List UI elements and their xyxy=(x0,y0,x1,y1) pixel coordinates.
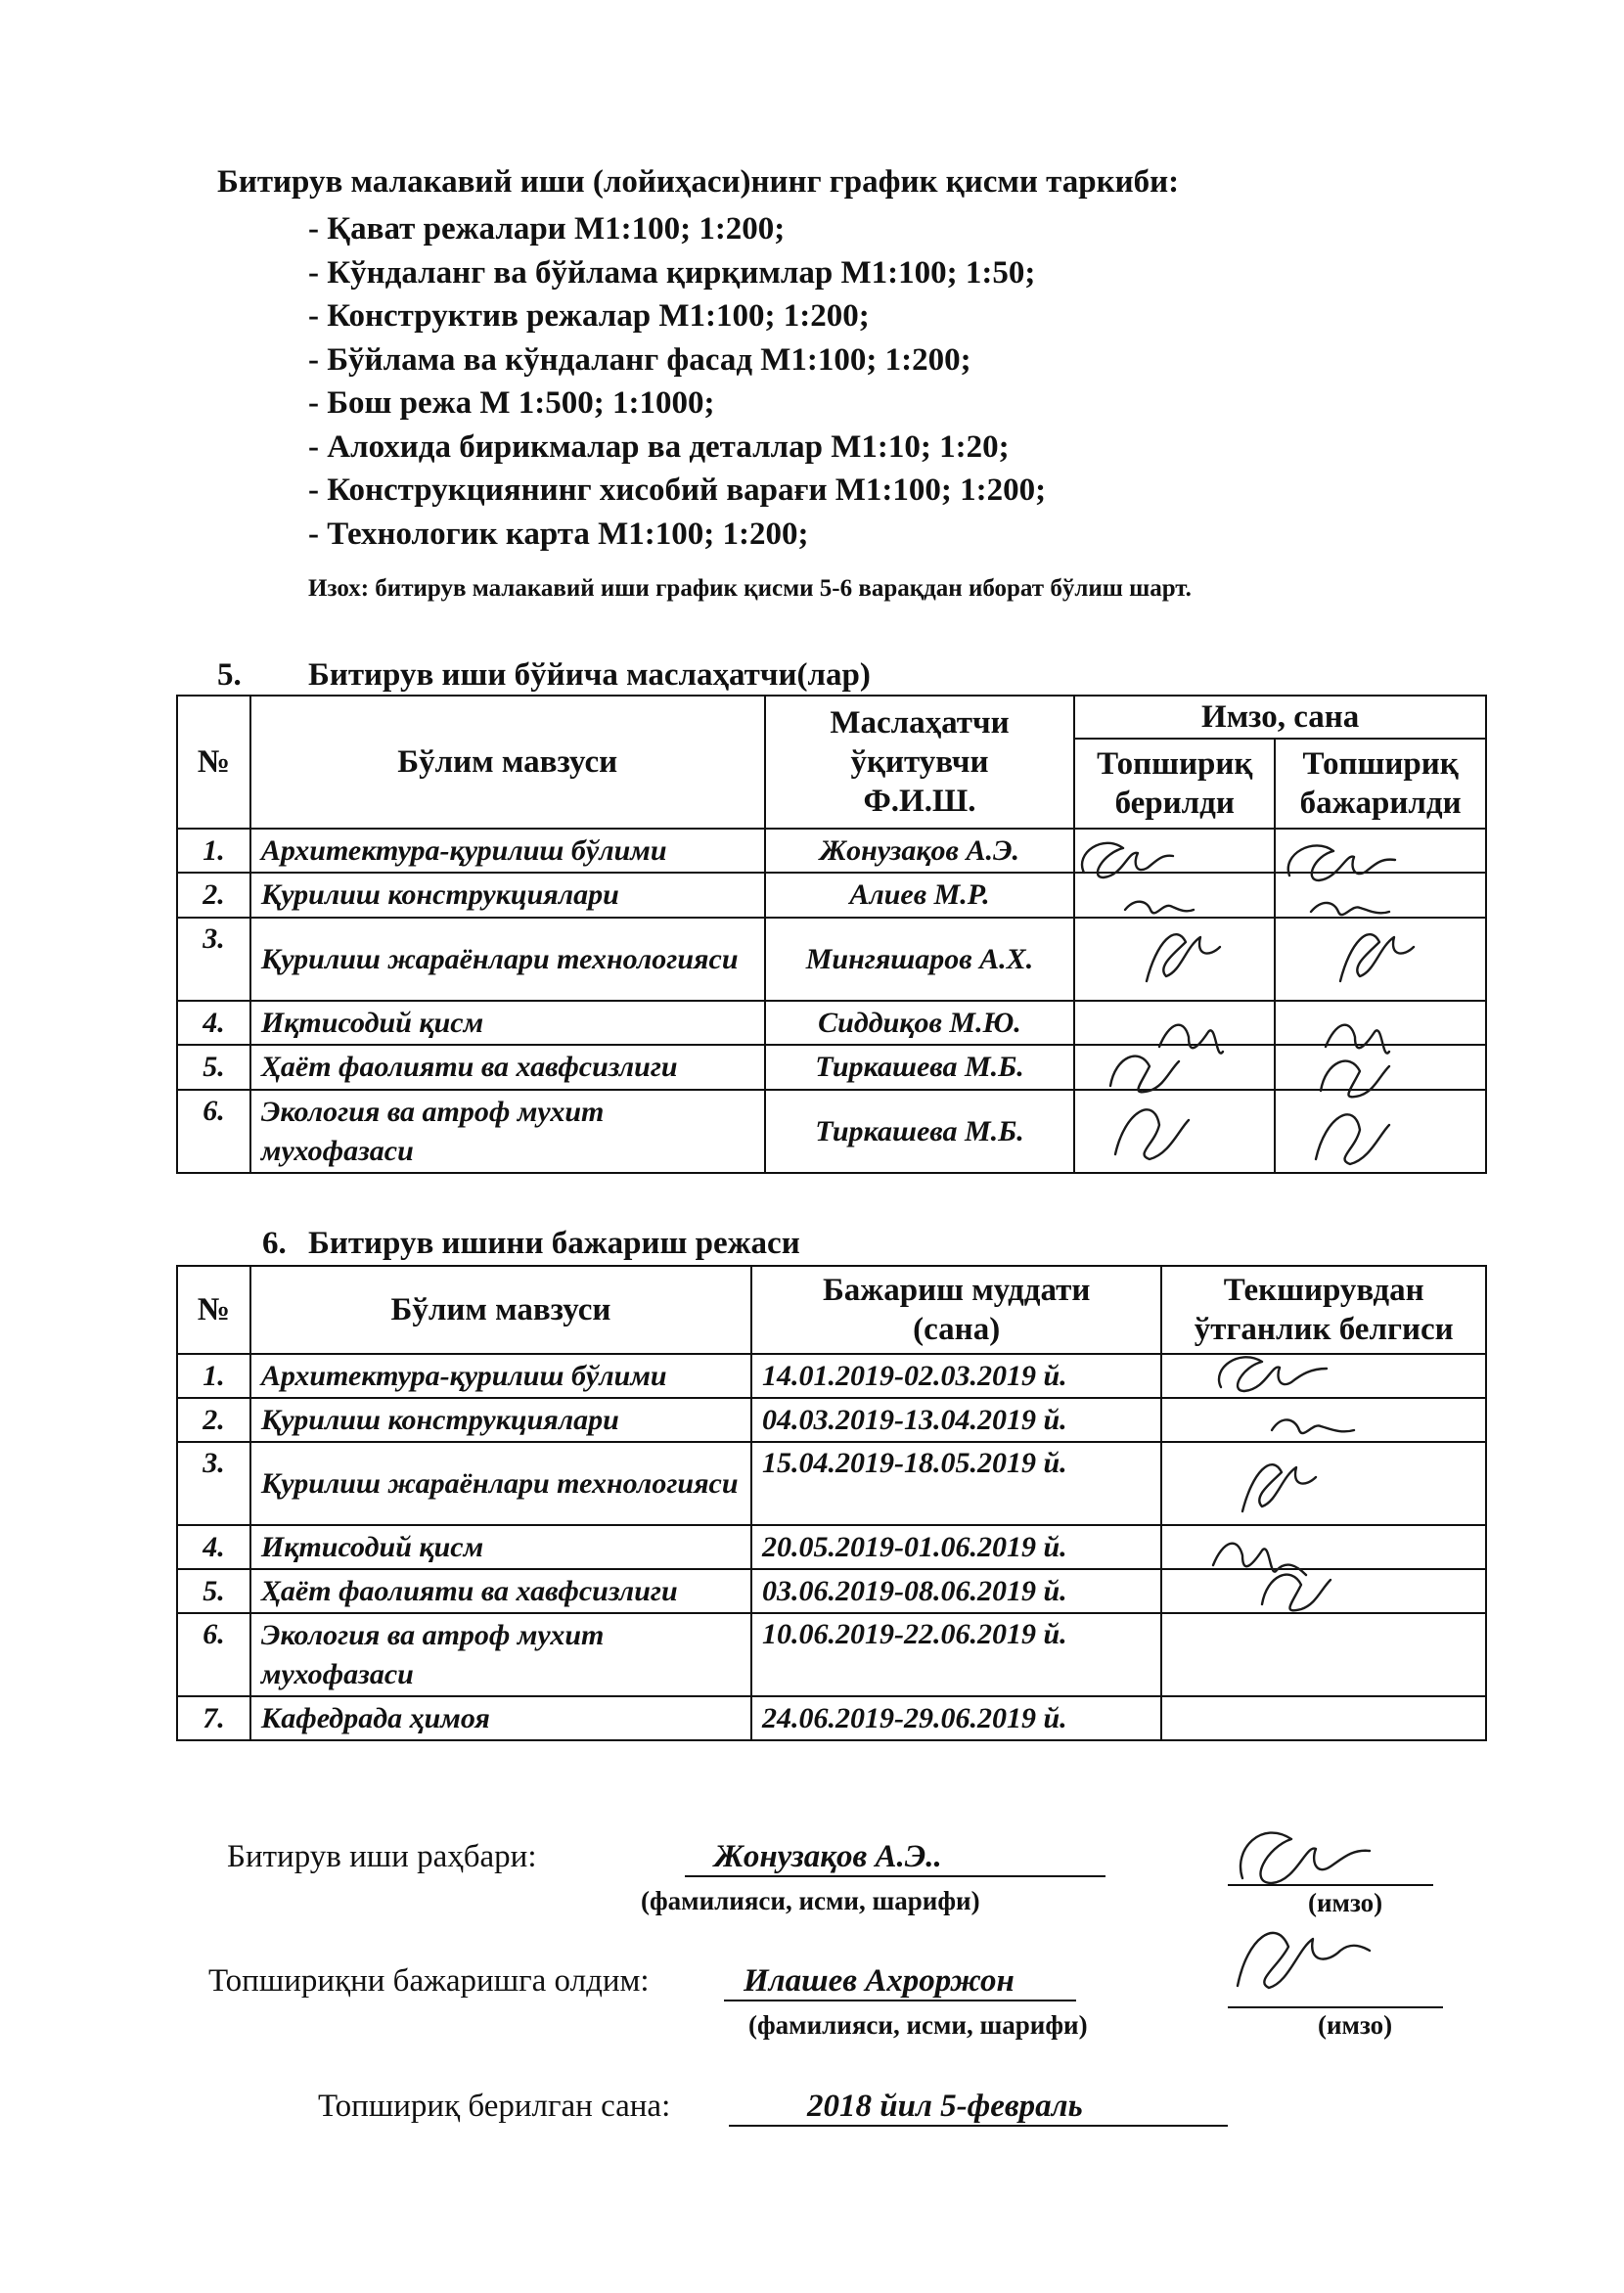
supervisor-label: Битирув иши раҳбари: xyxy=(227,1839,537,1874)
row-topic: Архитектура-қурилиш бўлими xyxy=(250,829,765,873)
header-num: № xyxy=(177,1266,250,1354)
date-label: Топшириқ берилган сана: xyxy=(318,2089,671,2124)
row-topic: Экология ва атроф мухит мухофазаси xyxy=(250,1090,765,1173)
supervisor-signature-caption: (имзо) xyxy=(1308,1888,1383,1917)
list-item: - Технологик карта М1:100; 1:200; xyxy=(308,516,809,552)
row-topic: Қурилиш жараёнлари технологияси xyxy=(250,918,765,1001)
row-deadline: 04.03.2019-13.04.2019 й. xyxy=(751,1398,1161,1442)
student-label: Топшириқни бажаришга олдим: xyxy=(208,1963,650,1999)
header-sign-date: Имзо, сана xyxy=(1074,696,1486,739)
header-topic: Бўлим мавзуси xyxy=(250,696,765,829)
row-teacher: Алиев М.Р. xyxy=(765,873,1075,918)
row-num: 2. xyxy=(177,873,250,918)
row-num: 5. xyxy=(177,1569,250,1613)
row-deadline: 10.06.2019-22.06.2019 й. xyxy=(751,1613,1161,1696)
graphic-note: Изох: битирув малакавий иши график қисми 5-6 варақдан иборат бўлиш шарт. xyxy=(308,575,1192,602)
consultants-section-number: 5. xyxy=(217,657,242,693)
row-topic: Иқтисодий қисм xyxy=(250,1001,765,1045)
header-topic: Бўлим мавзуси xyxy=(250,1266,751,1354)
row-num: 3. xyxy=(177,1442,250,1525)
row-num: 5. xyxy=(177,1045,250,1090)
row-num: 1. xyxy=(177,1354,250,1398)
row-topic: Ҳаёт фаолияти ва хавфсизлиги xyxy=(250,1045,765,1090)
row-topic: Кафедрада ҳимоя xyxy=(250,1696,751,1740)
row-teacher: Жонузақов А.Э. xyxy=(765,829,1075,873)
row-topic: Қурилиш жараёнлари технологияси xyxy=(250,1442,751,1525)
header-check-mark: Текширувдан ўтганлик белгиси xyxy=(1161,1266,1486,1354)
header-num: № xyxy=(177,696,250,829)
row-num: 7. xyxy=(177,1696,250,1740)
row-deadline: 24.06.2019-29.06.2019 й. xyxy=(751,1696,1161,1740)
row-num: 3. xyxy=(177,918,250,1001)
row-teacher: Сиддиқов М.Ю. xyxy=(765,1001,1075,1045)
list-item: - Алохида бирикмалар ва деталлар М1:10; 1:20; xyxy=(308,428,1010,465)
row-num: 4. xyxy=(177,1001,250,1045)
supervisor-name: Жонузақов А.Э.. xyxy=(685,1839,1105,1877)
student-name: Илашев Ахрoржон xyxy=(724,1963,1076,2001)
list-item: - Бош режа М 1:500; 1:1000; xyxy=(308,385,715,421)
row-num: 6. xyxy=(177,1613,250,1696)
row-topic: Қурилиш конструкциялари xyxy=(250,1398,751,1442)
list-item: - Конструкциянинг хисобий варағи М1:100; 1:200; xyxy=(308,472,1047,508)
header-deadline: Бажариш муддати (сана) xyxy=(751,1266,1161,1354)
row-topic: Экология ва атроф мухит мухофазаси xyxy=(250,1613,751,1696)
row-teacher: Тиркашева М.Б. xyxy=(765,1090,1075,1173)
header-task-done: Топшириқ бажарилди xyxy=(1275,739,1486,829)
header-teacher: Маслаҳатчи ўқитувчи Ф.И.Ш. xyxy=(765,696,1075,829)
plan-section-number: 6. xyxy=(262,1226,287,1261)
graphic-heading: Битирув малакавий иши (лойиҳаси)нинг график қисми таркиби: xyxy=(217,164,1180,200)
consultants-section-title: Битирув иши бўйича маслаҳатчи(лар) xyxy=(308,657,871,693)
row-teacher: Мингяшаров А.Х. xyxy=(765,918,1075,1001)
row-topic: Иқтисодий қисм xyxy=(250,1525,751,1569)
list-item: - Конструктив режалар М1:100; 1:200; xyxy=(308,298,870,334)
list-item: - Кўндаланг ва бўйлама қирқимлар М1:100; 1:50; xyxy=(308,254,1036,291)
student-name-caption: (фамилияси, исми, шарифи) xyxy=(748,2010,1088,2040)
row-deadline: 15.04.2019-18.05.2019 й. xyxy=(751,1442,1161,1525)
plan-section-title: Битирув ишини бажариш режаси xyxy=(308,1226,800,1261)
header-task-given: Топшириқ берилди xyxy=(1074,739,1275,829)
row-num: 4. xyxy=(177,1525,250,1569)
row-num: 2. xyxy=(177,1398,250,1442)
row-deadline: 14.01.2019-02.03.2019 й. xyxy=(751,1354,1161,1398)
date-value: 2018 йил 5-феврaль xyxy=(729,2089,1228,2127)
list-item: - Қават режалари М1:100; 1:200; xyxy=(308,211,786,247)
row-teacher: Тиркашева М.Б. xyxy=(765,1045,1075,1090)
student-signature-caption: (имзо) xyxy=(1318,2010,1393,2040)
row-num: 1. xyxy=(177,829,250,873)
list-item: - Бўйлама ва кўндаланг фасад М1:100; 1:200; xyxy=(308,341,971,378)
row-num: 6. xyxy=(177,1090,250,1173)
student-signature-line xyxy=(1228,2005,1443,2008)
row-deadline: 20.05.2019-01.06.2019 й. xyxy=(751,1525,1161,1569)
supervisor-signature-line xyxy=(1228,1883,1433,1886)
row-topic: Қурилиш конструкциялари xyxy=(250,873,765,918)
row-topic: Архитектура-қурилиш бўлими xyxy=(250,1354,751,1398)
row-topic: Ҳаёт фаолияти ва хавфсизлиги xyxy=(250,1569,751,1613)
row-deadline: 03.06.2019-08.06.2019 й. xyxy=(751,1569,1161,1613)
supervisor-name-caption: (фамилияси, исми, шарифи) xyxy=(641,1886,980,1915)
